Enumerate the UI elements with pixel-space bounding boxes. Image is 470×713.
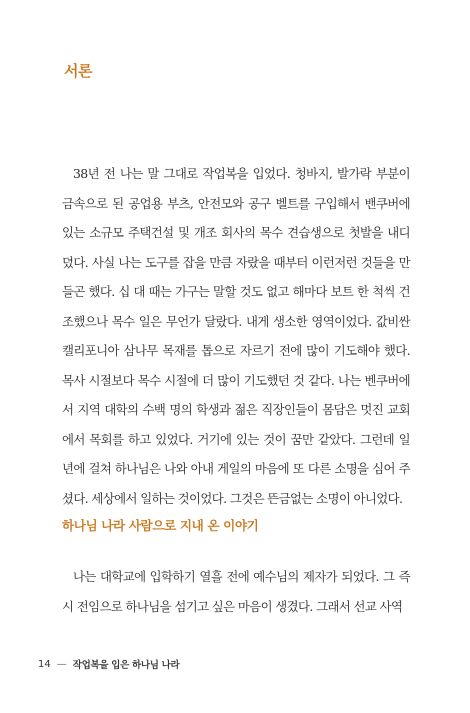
page-number: 14 <box>38 658 51 670</box>
section-paragraph: 나는 대학교에 입학하기 열흘 전에 예수님의 제자가 되었다. 그 즉시 전임으로 하나님을 섬기고 싶은 마음이 생겼다. 그래서 선교 사역 <box>62 569 410 614</box>
footer-separator: — <box>56 658 67 670</box>
chapter-title: 서론 <box>64 62 92 80</box>
body-paragraph: 38년 전 나는 말 그대로 작업복을 입었다. 청바지, 발가락 부분이 금속으로 된 공업용 부츠, 안전모와 공구 벨트를 구입해서 밴쿠버에 있는 소규모 주택건설 및 개조 회사의 목수 견습생으로 첫발을 내디뎠다. 사실 나는 도구를 잡을 만큼 자랐을 때부터 이런저런 것들을 만들곤 했다. 십 대 때는 가구는 말할 것도 없고 해마다 보트 한 척씩 건조했으나 목수 일은 무언가 달랐다. 내게 생소한 영역이었다. 값비싼 캘리포니아 삼나무 목재를 톱으로 자르기 전에 많이 기도해야 했다. 목사 시절보다 목수 시절에 더 많이 기도했던 것 같다. 나는 벤쿠버에서 지역 대학의 수백 명의 학생과 젊은 직장인들이 몸담은 멋진 교회에서 목회를 하고 있었다. 거기에 있는 것이 꿈만 같았다. 그런데 일 년에 걸쳐 하나님은 나와 아내 게일의 마음에 또 다른 소명을 심어 주셨다. 세상에서 일하는 것이었다. 그것은 뜬금없는 소명이 아니었다. <box>62 166 410 506</box>
section-heading: 하나님 나라 사람으로 지내 온 이야기 <box>62 518 259 533</box>
running-title: 작업복을 입은 하나님 나라 <box>72 660 180 671</box>
page-footer <box>38 657 179 671</box>
